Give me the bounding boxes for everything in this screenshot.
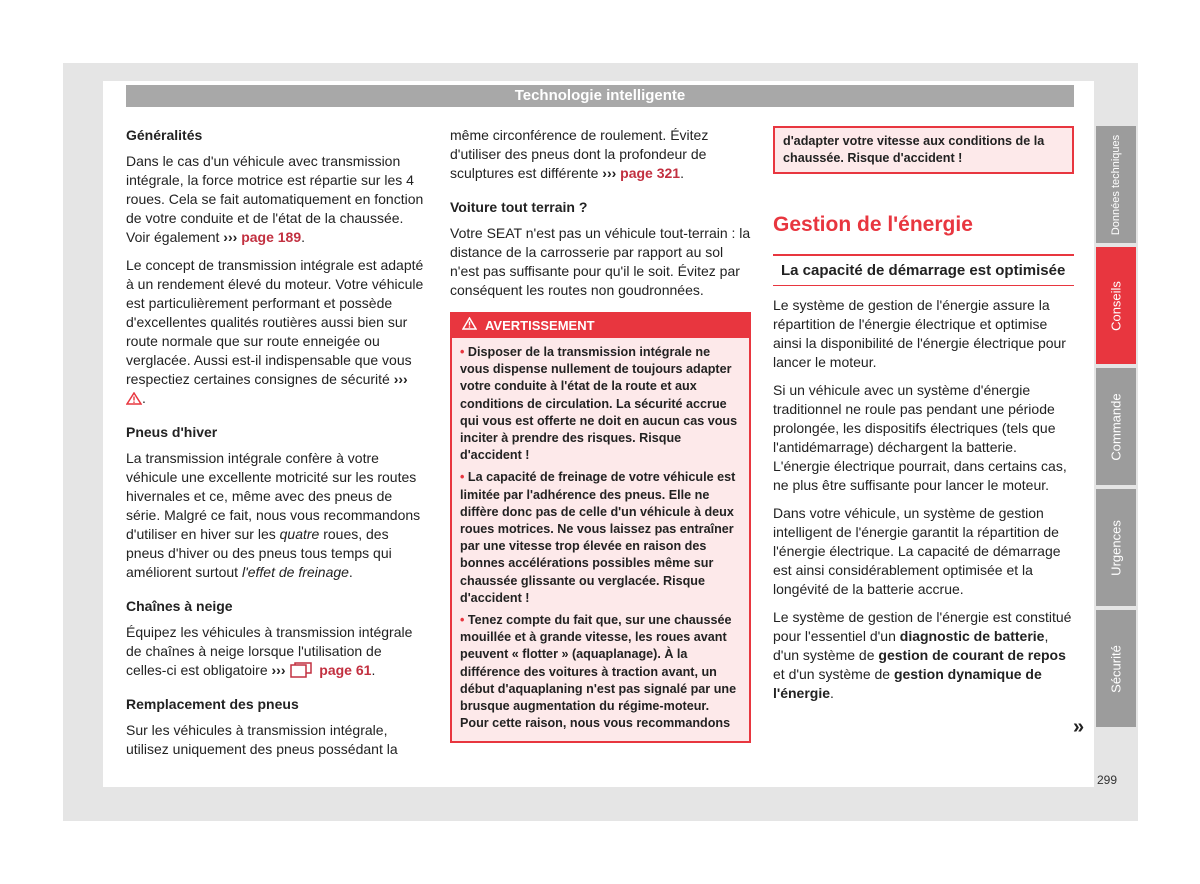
paragraph-generalites-2: Le concept de transmission intégrale est adapté à un rendement élevé du moteur. Votre véhicule est particulièrement performant et possède d'excellentes qualités routières aussi bien sur route normale que sur route enneigée ou verglacée. Aussi est-il indispensable que vous respectiez certaines consignes de sécurité ››› . bbox=[126, 257, 424, 406]
book-reference-icon bbox=[289, 662, 315, 678]
paragraph-energie-2: Si un véhicule avec un système d'énergie traditionnel ne roule pas pendant une période prolongée, les dispositifs électriques (tels que l'antidémarrage) déchargent la batterie. L'énergie électrique pourrait, dans certains cas, ne plus être suffisante pour lancer le moteur. bbox=[773, 382, 1067, 494]
tab-donnees-techniques[interactable]: Données techniques bbox=[1096, 126, 1136, 243]
paragraph-tout-terrain: Votre SEAT n'est pas un véhicule tout-terrain : la distance de la carrosserie par rapport au sol n'est pas suffisante pour qu'il le soit. Évitez par conséquent les routes non goudronnées. bbox=[450, 225, 751, 298]
page-link-61[interactable]: page 61 bbox=[319, 662, 372, 678]
chapter-title: Technologie intelligente bbox=[514, 87, 686, 104]
chevron-ref-icon: ››› bbox=[393, 371, 408, 387]
chapter-tabs bbox=[1096, 126, 1136, 731]
paragraph-chaines: Équipez les véhicules à transmission intégrale de chaînes à neige lorsque l'utilisation de celles-ci est obligatoire ››› page 61. bbox=[126, 624, 413, 678]
chapter-header bbox=[126, 85, 1074, 107]
warning-triangle-icon bbox=[462, 314, 477, 338]
chevron-ref-icon: ››› bbox=[223, 229, 238, 245]
tab-commande[interactable]: Commande bbox=[1096, 368, 1136, 485]
warning-box bbox=[450, 312, 751, 743]
warning-title: AVERTISSEMENT bbox=[485, 318, 595, 333]
page-link-321[interactable]: page 321 bbox=[620, 165, 681, 181]
paragraph-remplacement: Sur les véhicules à transmission intégrale, utilisez uniquement des pneus possédant la bbox=[126, 722, 398, 757]
heading-chaines: Chaînes à neige bbox=[126, 598, 233, 614]
column-right bbox=[773, 126, 1074, 712]
heading-pneus-hiver: Pneus d'hiver bbox=[126, 424, 218, 440]
tab-urgences[interactable]: Urgences bbox=[1096, 489, 1136, 606]
warning-item: • Tenez compte du fait que, sur une chaussée mouillée et à grande vitesse, les roues avant peuvent « flotter » (aquaplanage). À la différence des voitures à traction avant, un début d'aquaplaning n'est pas signalé par une brusque augmentation du régime-moteur. Pour cette raison, nous vous recommandons bbox=[460, 613, 737, 731]
heading-tout-terrain: Voiture tout terrain ? bbox=[450, 199, 588, 215]
paragraph-pneus-hiver: La transmission intégrale confère à votre véhicule une excellente motricité sur les routes hivernales et ce, même avec des pneus de série. Malgré ce fait, nous vous recommandons d'utiliser en hiver sur les quatre roues, des pneus d'hiver ou des pneus tous temps qui améliorent surtout l'effet de freinage. bbox=[126, 450, 421, 580]
column-left bbox=[126, 126, 424, 768]
warning-body bbox=[452, 338, 749, 741]
column-middle bbox=[450, 126, 751, 743]
warning-continuation: d'adapter votre vitesse aux conditions de la chaussée. Risque d'accident ! bbox=[773, 126, 1074, 174]
warning-triangle-icon[interactable] bbox=[126, 391, 142, 404]
tab-conseils[interactable]: Conseils bbox=[1096, 247, 1136, 364]
chevron-ref-icon: ››› bbox=[602, 165, 617, 181]
paragraph-continuation: même circonférence de roulement. Évitez d'utiliser des pneus dont la profondeur de sculptures est différente ››› page 321. bbox=[450, 127, 709, 181]
subsection-title: La capacité de démarrage est optimisée bbox=[773, 254, 1074, 286]
heading-generalites: Généralités bbox=[126, 127, 203, 143]
chevron-ref-icon: ››› bbox=[271, 662, 286, 678]
section-title: Gestion de l'énergie bbox=[773, 213, 973, 237]
tab-securite[interactable]: Sécurité bbox=[1096, 610, 1136, 727]
heading-remplacement: Remplacement des pneus bbox=[126, 696, 299, 712]
continue-marker-icon: » bbox=[1073, 716, 1085, 738]
paragraph-energie-1: Le système de gestion de l'énergie assure la répartition de l'énergie électrique et optimise ainsi la disponibilité de l'énergie électrique pour lancer le moteur. bbox=[773, 297, 1066, 371]
warning-item: • La capacité de freinage de votre véhicule est limitée par l'adhérence des pneus. Elle ne diffère donc pas de celle d'un véhicule à deux roues motrices. Ne vous laissez pas entraîner par une vitesse trop élevée en raison des bonnes accélérations possibles même sur chaussée glissante ou verglacée. Risque d'accident ! bbox=[460, 470, 736, 605]
page-link-189[interactable]: page 189 bbox=[241, 229, 302, 245]
warning-header bbox=[452, 314, 749, 338]
paragraph-energie-4: Le système de gestion de l'énergie est constitué pour l'essentiel d'un diagnostic de batterie, d'un système de gestion de courant de repos et d'un système de gestion dynamique de l'énergie. bbox=[773, 609, 1072, 702]
paragraph-energie-3: Dans votre véhicule, un système de gestion intelligent de l'énergie garantit la répartition de l'énergie électrique. La capacité de démarrage est ainsi considérablement optimisée et la longévité de la batterie accrue. bbox=[773, 505, 1061, 598]
page-number: 299 bbox=[1097, 773, 1118, 787]
paragraph-generalites-1: Dans le cas d'un véhicule avec transmission intégrale, la force motrice est répartie sur les 4 roues. Cela se fait automatiquement en fonction de votre conduite et de l'état de la chaussée. Voir également ››› page 189. bbox=[126, 153, 424, 245]
warning-item: • Disposer de la transmission intégrale ne vous dispense nullement de toujours adapter votre conduite à l'état de la route et aux conditions de circulation. La sécurité accrue qui vous est offerte ne doit en aucun cas vous inciter à prendre des risques. Risque d'accident ! bbox=[460, 345, 738, 463]
